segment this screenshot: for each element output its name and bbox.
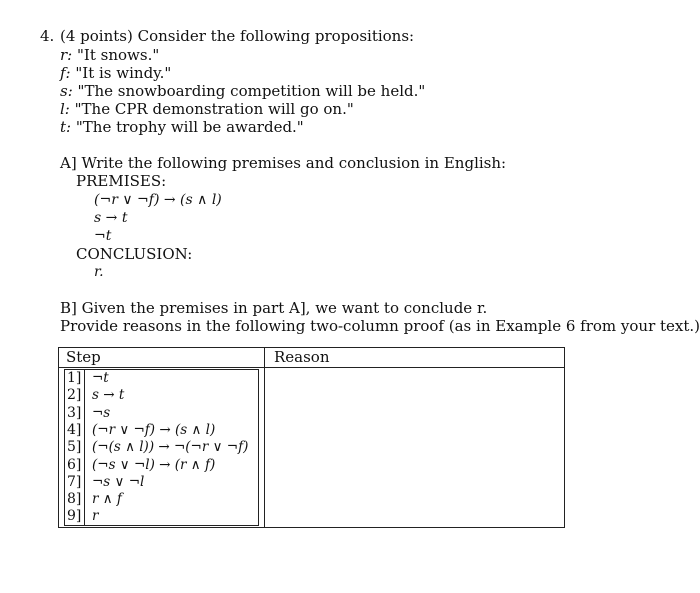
prop-var: s: — [60, 82, 73, 100]
step-number: 6] — [67, 456, 82, 473]
step-expression: r ∧ f — [92, 491, 122, 508]
table-row — [65, 405, 258, 423]
table-row — [65, 474, 258, 492]
step-expression: ¬s — [92, 404, 111, 421]
proposition-t — [60, 118, 304, 136]
table-row — [65, 422, 258, 440]
prop-var: r: — [60, 46, 73, 64]
step-expression: (¬s ∨ ¬l) → (r ∧ f) — [92, 456, 216, 473]
proposition-r — [60, 46, 159, 64]
prop-text: "The CPR demonstration will go on." — [74, 100, 354, 118]
premise-3: ¬t — [94, 228, 112, 244]
proof-table — [58, 347, 565, 528]
proposition-l — [60, 100, 354, 118]
prop-var: l: — [60, 100, 70, 118]
question-number: 4. — [40, 27, 55, 45]
prop-text: "The snowboarding competition will be held." — [77, 82, 426, 100]
step-expression: (¬r ∨ ¬f) → (s ∧ l) — [92, 421, 216, 438]
premise-1: (¬r ∨ ¬f) → (s ∧ l) — [94, 192, 222, 208]
prop-text: "It is windy." — [75, 64, 172, 82]
part-b-line-2: Provide reasons in the following two-column proof (as in Example 6 from your text.) — [60, 317, 700, 335]
step-number: 7] — [67, 473, 82, 490]
prop-text: "The trophy will be awarded." — [75, 118, 304, 136]
header-reason: Reason — [274, 348, 330, 366]
step-column — [64, 369, 259, 526]
header-step: Step — [66, 348, 101, 366]
proposition-s — [60, 82, 425, 100]
question-intro: (4 points) Consider the following propositions: — [60, 27, 415, 45]
conclusion-label: CONCLUSION: — [76, 245, 193, 263]
table-row — [65, 370, 258, 388]
prop-text: "It snows." — [77, 46, 160, 64]
column-divider — [264, 348, 265, 527]
part-b-line-1: B] Given the premises in part A], we want to conclude r. — [60, 299, 488, 317]
table-row — [65, 387, 258, 405]
table-row — [65, 508, 258, 526]
step-number: 4] — [67, 421, 82, 438]
premise-2: s → t — [94, 210, 128, 226]
prop-var: t: — [60, 118, 72, 136]
step-expression: ¬s ∨ ¬l — [92, 473, 145, 490]
step-expression: r — [92, 508, 99, 525]
table-row — [65, 439, 258, 457]
step-expression: (¬(s ∧ l)) → ¬(¬r ∨ ¬f) — [92, 439, 249, 456]
conclusion: r. — [94, 264, 104, 280]
part-a-instruction: A] Write the following premises and conclusion in English: — [60, 154, 507, 172]
step-number: 1] — [67, 370, 82, 386]
step-number: 8] — [67, 491, 82, 508]
step-number: 9] — [67, 508, 82, 525]
table-row — [65, 457, 258, 475]
step-expression: ¬t — [92, 370, 109, 386]
proposition-f — [60, 64, 171, 82]
step-number: 2] — [67, 387, 82, 404]
step-number: 3] — [67, 404, 82, 421]
prop-var: f: — [60, 64, 71, 82]
step-expression: s → t — [92, 387, 125, 404]
premises-label: PREMISES: — [76, 172, 167, 190]
table-row — [65, 491, 258, 509]
step-number: 5] — [67, 439, 82, 456]
